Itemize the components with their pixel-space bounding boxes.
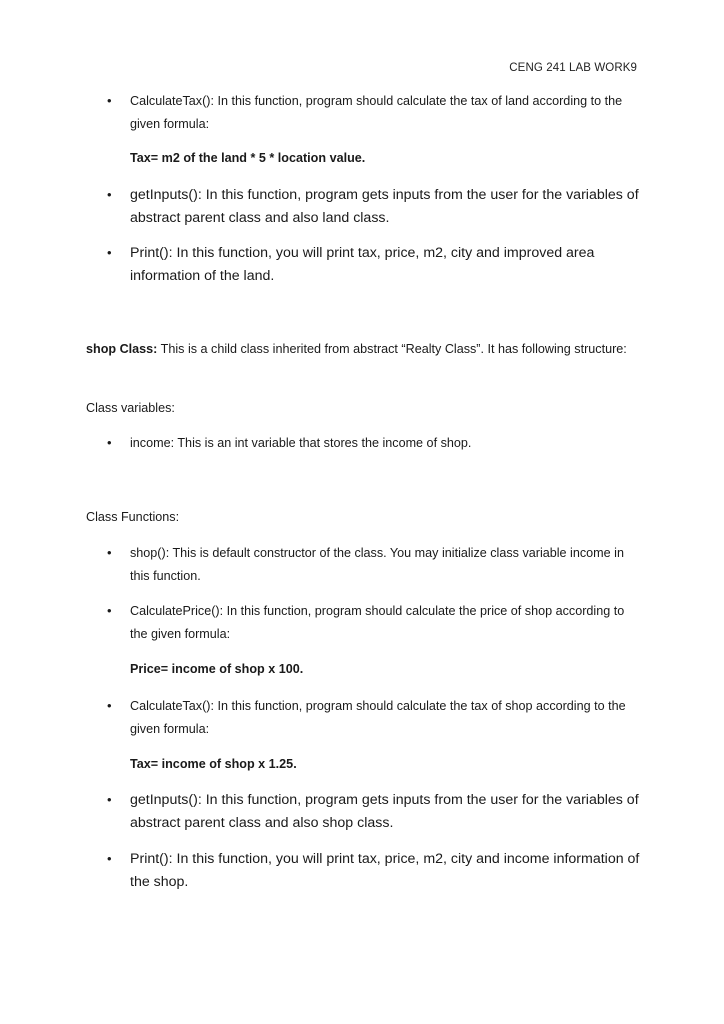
list-item-income-variable: • income: This is an int variable that stores the income of shop. xyxy=(130,432,645,455)
shop-class-description: This is a child class inherited from abstract “Realty Class”. It has following structure: xyxy=(157,342,627,356)
list-item-shop-calculate-tax: • CalculateTax(): In this function, program should calculate the tax of shop according to the given formula: xyxy=(130,695,645,740)
class-variables-heading: Class variables: xyxy=(86,401,175,415)
list-item-land-get-inputs: • getInputs(): In this function, program gets inputs from the user for the variables of abstract parent class and also land class. xyxy=(130,184,645,229)
shop-class-label: shop Class: xyxy=(86,342,158,356)
list-item-land-print: • Print(): In this function, you will print tax, price, m2, city and improved area information of the land. xyxy=(130,242,645,287)
shop-tax-formula: Tax= income of shop x 1.25. xyxy=(130,757,297,771)
list-item-shop-constructor: • shop(): This is default constructor of the class. You may initialize class variable income in this function. xyxy=(130,542,645,587)
shop-class-intro xyxy=(86,338,646,361)
list-item-shop-calculate-price: • CalculatePrice(): In this function, program should calculate the price of shop according to the given formula: xyxy=(130,600,645,645)
land-tax-formula: Tax= m2 of the land * 5 * location value. xyxy=(130,151,366,165)
shop-price-formula: Price= income of shop x 100. xyxy=(130,662,304,676)
list-item-land-calculate-tax: • CalculateTax(): In this function, program should calculate the tax of land according to the given formula: xyxy=(130,90,645,135)
list-item-shop-print: • Print(): In this function, you will print tax, price, m2, city and income information of the shop. xyxy=(130,848,645,893)
page-header: CENG 241 LAB WORK9 xyxy=(509,62,637,74)
list-item-shop-get-inputs: • getInputs(): In this function, program gets inputs from the user for the variables of abstract parent class and also shop class. xyxy=(130,789,645,834)
class-functions-heading: Class Functions: xyxy=(86,510,180,524)
